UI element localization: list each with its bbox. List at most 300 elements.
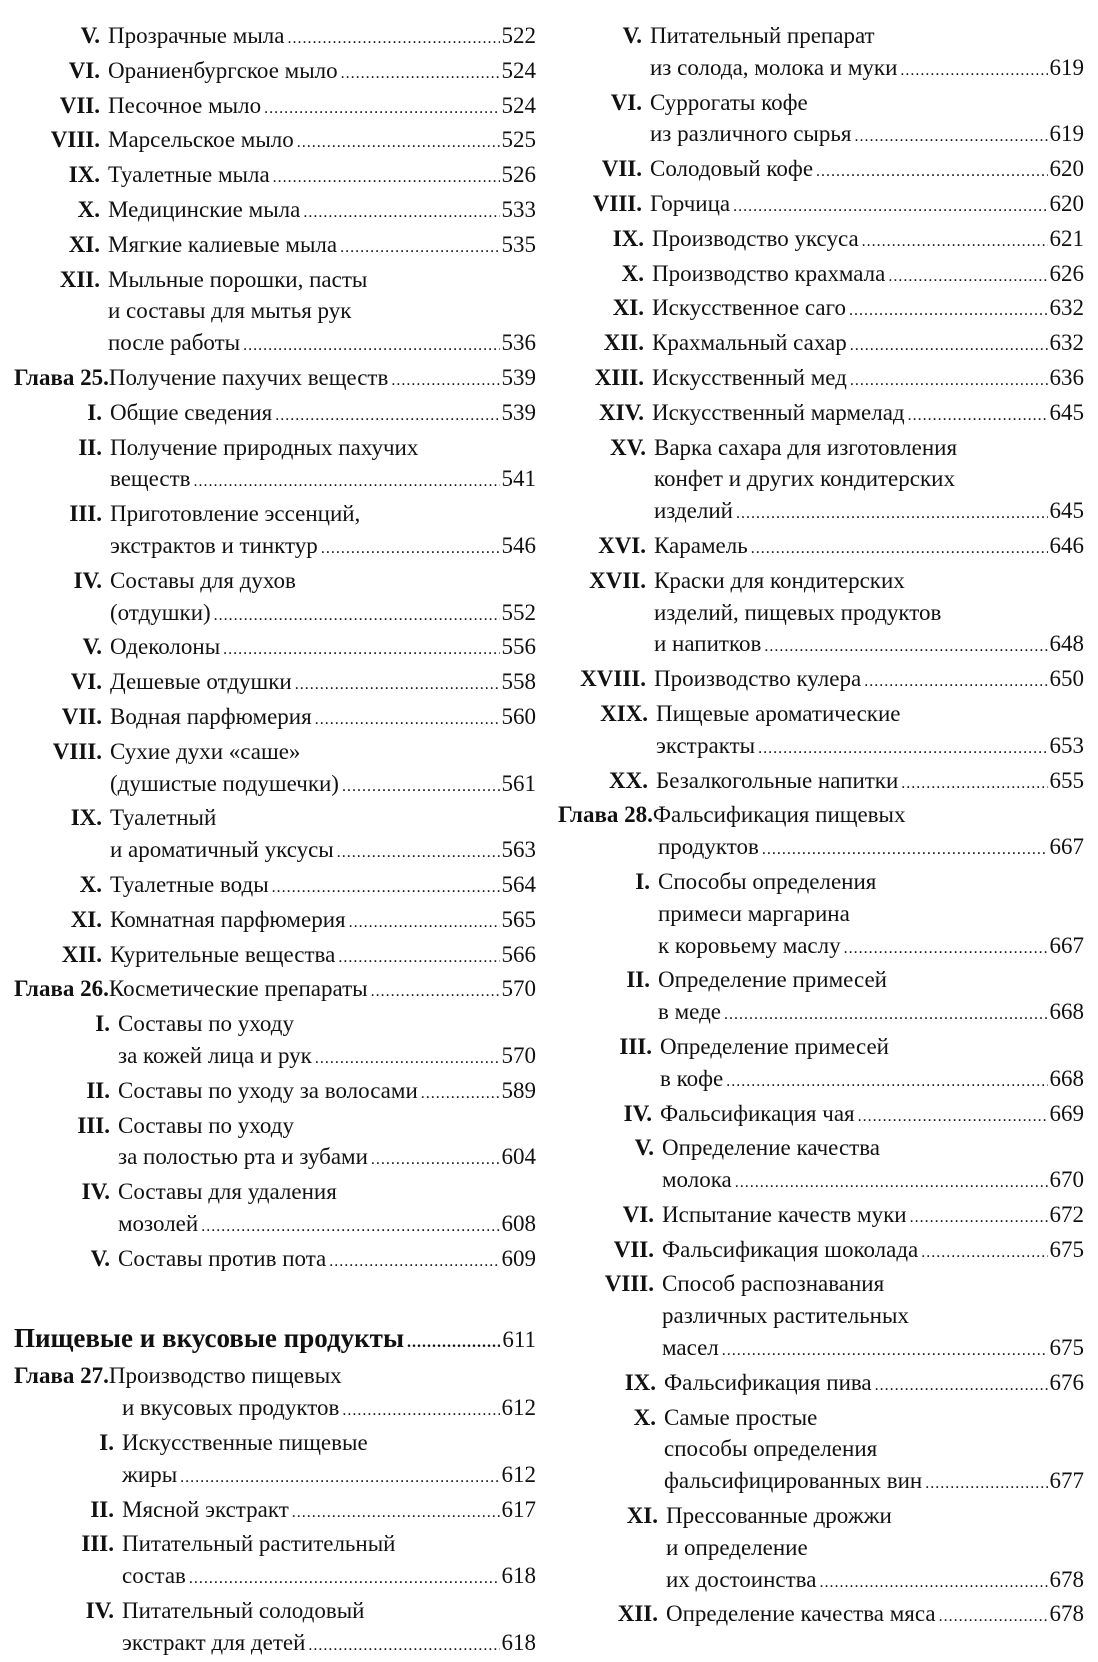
page-number: 620 — [1049, 156, 1084, 182]
page-number: 561 — [501, 770, 536, 796]
page-number: 611 — [502, 1327, 536, 1353]
toc-entry — [558, 1234, 1084, 1269]
entry-line — [662, 1132, 1084, 1164]
entry-line — [650, 52, 1084, 87]
dot-leader — [762, 834, 1048, 866]
chapter-line — [14, 1360, 536, 1392]
entry-number: XVII. — [589, 567, 646, 593]
dot-leader — [315, 1043, 500, 1075]
entry-line — [652, 397, 1084, 432]
dot-leader — [292, 1497, 500, 1529]
entry-title: фальсифицированных вин — [664, 1468, 923, 1494]
entry-title: Искусственное саго — [652, 295, 846, 321]
dot-leader — [315, 704, 500, 736]
page-number: 675 — [1049, 1236, 1084, 1262]
dot-leader — [214, 600, 500, 632]
dot-leader — [275, 400, 499, 432]
entry-title: Составы по уходу за волосами — [118, 1077, 418, 1103]
entry-number: XI. — [626, 1503, 658, 1529]
page-number: 645 — [1049, 498, 1084, 524]
toc-entry — [558, 1132, 1084, 1199]
toc-entry — [14, 432, 536, 499]
entry-title: в кофе — [660, 1065, 724, 1091]
entry-title: Питательный растительный — [122, 1531, 396, 1557]
entry-number: XX. — [609, 767, 648, 793]
section-title: Пищевые и вкусовые продукты — [14, 1323, 405, 1354]
dot-leader — [194, 466, 500, 498]
entry-number: VIII. — [50, 127, 100, 153]
entry-title: Получение природных пахучих — [110, 434, 419, 460]
entry-number: XIII. — [594, 364, 644, 390]
chapter-title: Получение пахучих веществ — [108, 364, 389, 390]
entry-title: мозолей — [118, 1210, 199, 1236]
toc-entry — [14, 1243, 536, 1278]
entry-title: Производство кулера — [654, 666, 862, 692]
toc-entry — [14, 701, 536, 736]
entry-line — [110, 768, 536, 803]
entry-number: IX. — [612, 225, 644, 251]
page-number: 620 — [1049, 190, 1084, 216]
entry-number: VI. — [610, 89, 642, 115]
entry-line — [664, 1465, 1084, 1500]
toc-entry — [558, 1098, 1084, 1133]
dot-leader — [340, 232, 499, 264]
toc-entry — [558, 20, 1084, 87]
entry-number: VII. — [61, 703, 102, 729]
toc-entry — [558, 87, 1084, 154]
dot-leader — [189, 1563, 500, 1595]
page-number: 632 — [1049, 295, 1084, 321]
dot-leader — [303, 197, 499, 229]
dot-leader — [201, 1211, 499, 1243]
toc-entry — [558, 188, 1084, 223]
entry-title: к коровьему маслу — [658, 932, 841, 958]
entry-number: IX. — [70, 805, 102, 831]
entry-number: VIII. — [592, 190, 642, 216]
page-number: 636 — [1049, 364, 1084, 390]
dot-leader — [849, 295, 1048, 327]
toc-entry — [558, 1598, 1084, 1633]
dot-leader — [342, 1395, 499, 1427]
toc-entry — [558, 698, 1084, 765]
entry-line — [652, 258, 1084, 293]
chapter-entry — [558, 799, 1084, 866]
entry-line — [652, 362, 1084, 397]
chapter-title-cont: и вкусовых продуктов — [122, 1395, 340, 1421]
dot-leader — [273, 162, 500, 194]
entry-title: конфет и других кондитерских — [654, 466, 955, 492]
chapter-line — [14, 973, 536, 1008]
entry-title: Фальсификация пива — [664, 1369, 872, 1395]
entry-line — [666, 1532, 1084, 1564]
dot-leader — [337, 837, 500, 869]
toc-entry — [14, 1528, 536, 1595]
page-number: 678 — [1049, 1601, 1084, 1627]
chapter-entry — [14, 1360, 536, 1427]
page-number: 539 — [501, 364, 536, 390]
chapter-line — [558, 799, 1084, 831]
toc-column-right — [558, 20, 1084, 1633]
dot-leader — [264, 93, 499, 125]
chapter-title: Косметические препараты — [108, 976, 368, 1002]
page-number: 570 — [501, 1042, 536, 1068]
page-number: 533 — [501, 196, 536, 222]
entry-title: Пищевые ароматические — [656, 700, 901, 726]
entry-line — [122, 1494, 536, 1529]
entry-line — [656, 765, 1084, 800]
entry-line — [658, 996, 1084, 1031]
entry-title: Варка сахара для изготовления — [654, 434, 958, 460]
entry-number: XII. — [61, 941, 102, 967]
dot-leader — [819, 1567, 1047, 1599]
entry-number: VI. — [622, 1201, 654, 1227]
chapter-label: Глава 26. — [14, 976, 109, 1002]
entry-title: Питательный препарат — [650, 23, 875, 48]
toc-entry — [14, 397, 536, 432]
entry-title: жиры — [122, 1461, 178, 1487]
page-number: 558 — [501, 669, 536, 695]
entry-line — [666, 1564, 1084, 1599]
toc-entry — [558, 530, 1084, 565]
toc-entry — [558, 663, 1084, 698]
entry-title: Мясной экстракт — [122, 1496, 289, 1522]
toc-entry — [14, 1427, 536, 1494]
toc-entry — [558, 327, 1084, 362]
toc-entry — [14, 565, 536, 632]
entry-title: Фальсификация шоколада — [662, 1236, 919, 1262]
entry-number: XV. — [609, 434, 646, 460]
entry-title: Общие сведения — [110, 399, 273, 425]
entry-title: Туалетные воды — [110, 871, 269, 897]
entry-title: Мыльные порошки, пасты — [108, 266, 368, 292]
toc-entry — [558, 292, 1084, 327]
entry-title: Прессованные дрожжи — [666, 1503, 892, 1529]
entry-line — [122, 1560, 536, 1595]
page-number: 565 — [501, 906, 536, 932]
entry-number: VII. — [59, 92, 100, 118]
entry-title: экстрактов и тинктур — [110, 532, 318, 558]
entry-number: III. — [69, 501, 102, 527]
entry-number: V. — [82, 634, 102, 660]
entry-line — [656, 698, 1084, 730]
toc-entry — [558, 1367, 1084, 1402]
toc-entry — [558, 1402, 1084, 1500]
page-number: 668 — [1049, 999, 1084, 1025]
entry-title: Песочное мыло — [108, 92, 262, 118]
entry-title: Искусственные пищевые — [122, 1430, 368, 1456]
toc-entry — [558, 432, 1084, 530]
toc-entry — [558, 964, 1084, 1031]
entry-title: Карамель — [654, 532, 748, 558]
entry-title: Составы для духов — [110, 567, 296, 593]
toc-entry — [558, 866, 1084, 964]
entry-title: примеси маргарина — [658, 900, 850, 926]
dot-leader — [297, 127, 500, 159]
entry-title: Горчица — [650, 190, 731, 216]
dot-leader — [308, 1630, 499, 1662]
entry-line — [662, 1234, 1084, 1269]
entry-number: VIII. — [604, 1271, 654, 1297]
dot-leader — [371, 976, 500, 1008]
entry-line — [110, 666, 536, 701]
dot-leader — [735, 1167, 1048, 1199]
entry-number: X. — [633, 1404, 656, 1430]
entry-line — [110, 397, 536, 432]
dot-leader — [407, 1326, 500, 1360]
entry-line — [654, 530, 1084, 565]
entry-title: Определение качества мяса — [666, 1601, 936, 1627]
page-number: 675 — [1049, 1335, 1084, 1361]
entry-title: Водная парфюмерия — [110, 703, 312, 729]
page-number: 535 — [501, 231, 536, 257]
entry-title: и ароматичный уксусы — [110, 837, 334, 863]
entry-title: Ораниенбургское мыло — [108, 57, 338, 83]
dot-leader — [180, 1462, 499, 1494]
entry-title: Определение качества — [662, 1135, 880, 1161]
entry-number: VI. — [68, 57, 100, 83]
entry-title: способы определения — [664, 1436, 878, 1462]
toc-entry — [14, 1494, 536, 1529]
entry-number: VIII. — [52, 738, 102, 764]
dot-leader — [321, 533, 500, 565]
entry-line — [110, 498, 536, 530]
entry-line — [654, 597, 1084, 629]
entry-title: Способ распознавания — [662, 1271, 885, 1297]
dot-leader — [338, 942, 499, 974]
page-number: 536 — [501, 330, 536, 356]
chapter-title-cont: продуктов — [658, 834, 759, 860]
chapter-line — [14, 362, 536, 397]
dot-leader — [272, 872, 500, 904]
dot-leader — [736, 498, 1048, 530]
toc-entry — [14, 194, 536, 229]
dot-leader — [342, 771, 500, 803]
chapter-line — [558, 831, 1084, 866]
dot-leader — [722, 1335, 1048, 1367]
chapter-title: Фальсификация пищевых — [652, 802, 906, 828]
entry-line — [654, 628, 1084, 663]
toc-entry — [14, 55, 536, 90]
entry-line — [108, 295, 536, 327]
entry-title: молока — [662, 1167, 732, 1193]
entry-number: XI. — [70, 906, 102, 932]
page-number: 646 — [1049, 532, 1084, 558]
entry-number: I. — [635, 868, 650, 894]
dot-leader — [850, 365, 1048, 397]
entry-title: Медицинские мыла — [108, 196, 301, 222]
entry-line — [110, 631, 536, 666]
entry-line — [650, 188, 1084, 223]
page-number: 619 — [1049, 121, 1084, 147]
entry-title: экстракт для детей — [122, 1629, 306, 1655]
toc-entry — [14, 869, 536, 904]
toc-entry — [558, 397, 1084, 432]
entry-line — [108, 124, 536, 159]
entry-title: Испытание качеств муки — [662, 1201, 907, 1227]
page-number: 672 — [1049, 1201, 1084, 1227]
entry-title: экстракты — [656, 732, 756, 758]
chapter-line — [14, 1392, 536, 1427]
toc-entry — [14, 631, 536, 666]
entry-line — [110, 802, 536, 834]
entry-title: Производство уксуса — [652, 225, 859, 251]
dot-leader — [908, 400, 1048, 432]
dot-leader — [850, 330, 1048, 362]
entry-title: изделий, пищевых продуктов — [654, 599, 942, 625]
entry-number: XI. — [68, 231, 100, 257]
chapter-title: Производство пищевых — [108, 1363, 342, 1389]
entry-title: Крахмальный сахар — [652, 330, 847, 356]
entry-title: (отдушки) — [110, 599, 211, 625]
entry-number: IV. — [81, 1179, 110, 1205]
entry-number: I. — [95, 1011, 110, 1037]
page-number: 525 — [501, 127, 536, 153]
entry-number: XII. — [617, 1601, 658, 1627]
page-number: 678 — [1049, 1566, 1084, 1592]
entry-line — [110, 869, 536, 904]
toc-entry — [14, 1176, 536, 1243]
toc-entry — [14, 264, 536, 362]
entry-number: II. — [86, 1077, 110, 1103]
entry-number: X. — [79, 871, 102, 897]
page-number: 609 — [501, 1245, 536, 1271]
entry-number: VI. — [70, 669, 102, 695]
toc-entry — [558, 1268, 1084, 1366]
entry-title: Приготовление эссенций, — [110, 501, 361, 527]
page-number: 669 — [1049, 1100, 1084, 1126]
entry-title: Искусственный мармелад — [652, 399, 905, 425]
dot-leader — [391, 365, 499, 397]
entry-title: Фальсификация чая — [660, 1100, 855, 1126]
page-number: 667 — [1049, 834, 1084, 860]
entry-line — [122, 1627, 536, 1662]
toc-entry — [558, 765, 1084, 800]
dot-leader — [724, 999, 1048, 1031]
entry-title: за кожей лица и рук — [118, 1042, 312, 1068]
entry-title: масел — [662, 1335, 719, 1361]
entry-number: IX. — [624, 1369, 656, 1395]
entry-title: Дешевые отдушки — [110, 669, 292, 695]
page-number: 668 — [1049, 1065, 1084, 1091]
entry-line — [122, 1528, 536, 1560]
dot-leader — [864, 666, 1047, 698]
dot-leader — [939, 1601, 1048, 1633]
entry-number: XVIII. — [580, 666, 646, 692]
page-number: 541 — [501, 466, 536, 492]
page-number: 677 — [1049, 1468, 1084, 1494]
dot-leader — [875, 1370, 1048, 1402]
toc-entry — [14, 229, 536, 264]
entry-line — [654, 565, 1084, 597]
entry-line — [652, 223, 1084, 258]
toc-entry — [14, 802, 536, 869]
chapter-entry — [14, 362, 536, 397]
dot-leader — [764, 631, 1047, 663]
toc-entry — [558, 1031, 1084, 1098]
entry-line — [108, 159, 536, 194]
page-number: 526 — [501, 162, 536, 188]
entry-line — [666, 1598, 1084, 1633]
entry-title: Самые простые — [664, 1404, 818, 1430]
entry-line — [118, 1141, 536, 1176]
entry-title: в меде — [658, 999, 721, 1025]
entry-title: Краски для кондитерских — [654, 567, 905, 593]
dot-leader — [295, 669, 500, 701]
toc-entry — [14, 20, 536, 55]
entry-title: Курительные вещества — [110, 941, 336, 967]
dot-leader — [329, 1246, 499, 1278]
page-number: 524 — [501, 92, 536, 118]
entry-line — [658, 930, 1084, 965]
page-number: 653 — [1049, 732, 1084, 758]
entry-line — [662, 1164, 1084, 1199]
dot-leader — [341, 58, 500, 90]
entry-line — [108, 327, 536, 362]
toc-entry — [558, 1199, 1084, 1234]
page-number: 556 — [501, 634, 536, 660]
entry-title: изделий — [654, 498, 733, 524]
entry-number: VII. — [613, 1236, 654, 1262]
entry-title: веществ — [110, 466, 191, 492]
entry-line — [662, 1332, 1084, 1367]
entry-number: I. — [87, 399, 102, 425]
entry-line — [652, 327, 1084, 362]
entry-number: IV. — [623, 1100, 652, 1126]
entry-title: за полостью рта и зубами — [118, 1144, 368, 1170]
toc-entry — [14, 124, 536, 159]
entry-line — [662, 1199, 1084, 1234]
entry-line — [122, 1427, 536, 1459]
entry-line — [654, 495, 1084, 530]
entry-line — [118, 1243, 536, 1278]
entry-number: V. — [80, 23, 100, 48]
entry-line — [660, 1031, 1084, 1063]
dot-leader — [888, 261, 1047, 293]
page-number: 619 — [1049, 54, 1084, 80]
entry-title: Производство крахмала — [652, 260, 886, 286]
entry-line — [654, 432, 1084, 464]
entry-title: (душистые подушечки) — [110, 770, 339, 796]
page-number: 524 — [501, 57, 536, 83]
entry-number: VII. — [601, 156, 642, 182]
page-number: 539 — [501, 399, 536, 425]
entry-line — [658, 898, 1084, 930]
entry-title: и напитков — [654, 631, 762, 657]
entry-line — [110, 530, 536, 565]
entry-title: Составы против пота — [118, 1245, 327, 1271]
page-number: 589 — [501, 1077, 536, 1103]
entry-line — [108, 55, 536, 90]
entry-number: X. — [621, 260, 644, 286]
entry-title: Питательный солодовый — [122, 1598, 365, 1624]
toc-entry — [558, 153, 1084, 188]
page-number: 676 — [1049, 1369, 1084, 1395]
page-number: 667 — [1049, 932, 1084, 958]
chapter-label: Глава 28. — [558, 802, 653, 828]
toc-entry — [558, 565, 1084, 663]
entry-title: Мягкие калиевые мыла — [108, 231, 338, 257]
entry-title: Марсельское мыло — [108, 127, 294, 153]
dot-leader — [751, 533, 1048, 565]
entry-line — [656, 730, 1084, 765]
entry-title: Туалетные мыла — [108, 162, 270, 188]
toc-entry — [558, 223, 1084, 258]
entry-line — [658, 866, 1084, 898]
entry-line — [664, 1402, 1084, 1434]
entry-line — [110, 834, 536, 869]
toc-entry — [14, 1595, 536, 1662]
entry-title: Комнатная парфюмерия — [110, 906, 346, 932]
